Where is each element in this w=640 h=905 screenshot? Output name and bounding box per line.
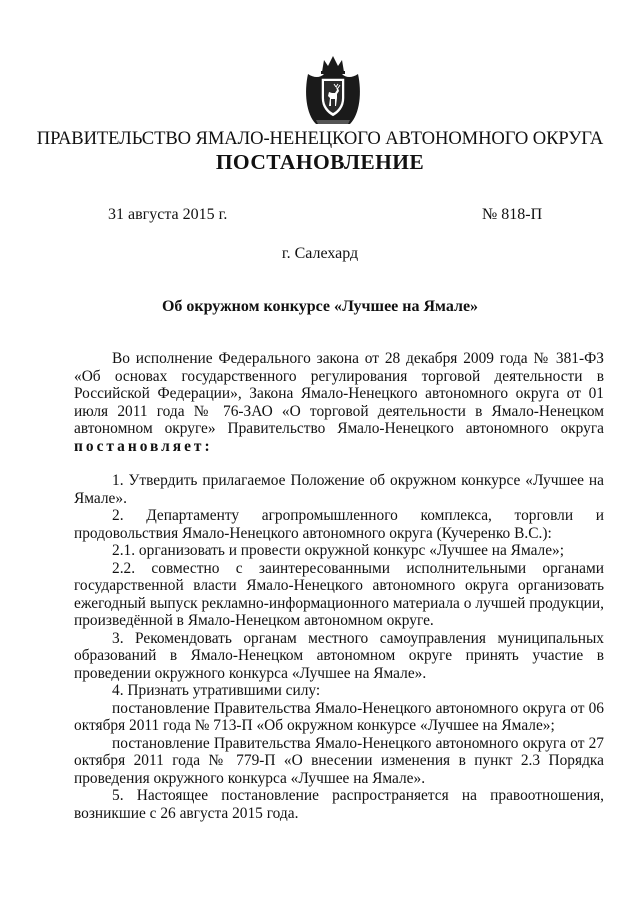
document-date: 31 августа 2015 г.	[108, 206, 228, 223]
item-1: 1. Утвердить прилагаемое Положение об окружном конкурсе «Лучшее на Ямале».	[74, 472, 604, 507]
document-body	[74, 350, 604, 822]
document-type-title: ПОСТАНОВЛЕНИЕ	[215, 150, 425, 174]
item-4-a: постановление Правительства Ямало-Ненецкого автономного округа от 06 октября 2011 года № 713-П «Об окружном конкурсе «Лучшее на Ямале»;	[74, 699, 604, 734]
item-2-1: 2.1. организовать и провести окружной конкурс «Лучшее на Ямале»;	[112, 542, 565, 559]
item-4: 4. Признать утратившими силу:	[112, 682, 321, 699]
document-city: г. Салехард	[281, 245, 359, 262]
document-subject: Об окружном конкурсе «Лучшее на Ямале»	[161, 298, 479, 315]
coat-of-arms-icon	[302, 52, 364, 128]
preamble-text: Во исполнение Федерального закона от 28 декабря 2009 года № 381-ФЗ «Об основах государственного регулирования торговой деятельности в Российской Федерации», Закона Ямало-Ненецкого автономного округа от 01 июля 2011 года № 76-ЗАО «О торговой деятельности в Ямало-Ненецком автономном округе» Правительство Ямало-Ненецкого автономного округа	[74, 350, 604, 437]
item-5: 5. Настоящее постановление распространяется на правоотношения, возникшие с 26 августа 2015 года.	[74, 787, 604, 822]
government-name: ПРАВИТЕЛЬСТВО ЯМАЛО-НЕНЕЦКОГО АВТОНОМНОГО ОКРУГА	[36, 128, 604, 149]
decree-word: постановляет:	[74, 437, 213, 455]
item-2: 2. Департаменту агропромышленного комплекса, торговли и продовольствия Ямало-Ненецкого автономного округа (Кучеренко В.С.):	[74, 507, 604, 542]
preamble-paragraph	[74, 350, 604, 455]
document-number: № 818-П	[482, 206, 543, 223]
item-4-b: постановление Правительства Ямало-Ненецкого автономного округа от 27 октября 2011 года № 779-П «О внесении изменения в пункт 2.3 Порядка проведения окружного конкурса «Лучшее на Ямале».	[74, 734, 604, 787]
item-3: 3. Рекомендовать органам местного самоуправления муниципальных образований в Ямало-Ненецком автономном округе принять участие в проведении окружного конкурса «Лучшее на Ямале».	[74, 629, 604, 682]
item-2-2: 2.2. совместно с заинтересованными исполнительными органами государственной власти Ямало-Ненецкого автономного округа организовать ежегодный выпуск рекламно-информационного материала о лучшей продукции, произведённой в Ямало-Ненецком автономном округе.	[74, 559, 604, 629]
